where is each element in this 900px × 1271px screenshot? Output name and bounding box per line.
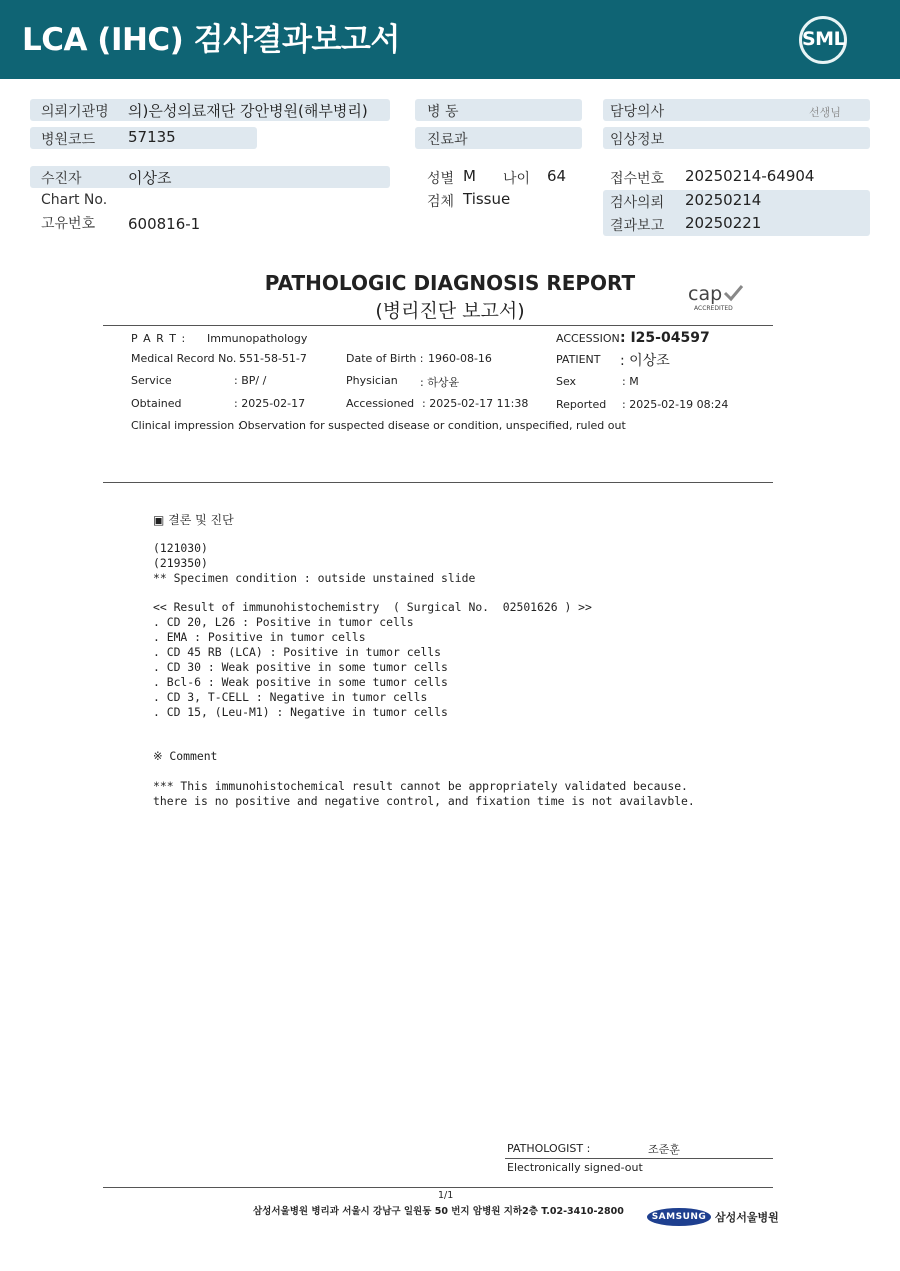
report-sex-label: Sex	[556, 375, 577, 388]
department-label: 진료과	[427, 132, 468, 148]
age-label: 나이	[503, 171, 531, 187]
body-line: . Bcl-6 : Weak positive in some tumor cells	[153, 675, 448, 689]
patient-label: PATIENT	[556, 353, 601, 366]
clinical-impression-value: Observation for suspected disease or condition, unspecified, ruled out	[239, 419, 626, 432]
signed-out-text: Electronically signed-out	[507, 1161, 643, 1174]
unique-no-label: 고유번호	[41, 216, 96, 232]
cap-logo-text: cap	[688, 283, 723, 305]
receipt-no-label: 접수번호	[610, 171, 665, 187]
body-line: (219350)	[153, 556, 208, 570]
hospital-code-value: 57135	[128, 128, 176, 146]
reported-value: : 2025-02-19 08:24	[622, 398, 729, 411]
samsung-logo: SAMSUNG	[647, 1208, 711, 1226]
conclusion-heading: ▣ 결론 및 진단	[153, 513, 234, 527]
result-report-value: 20250221	[685, 214, 762, 232]
body-line: . CD 15, (Leu-M1) : Negative in tumor cells	[153, 705, 448, 719]
accessioned-label: Accessioned	[346, 397, 415, 410]
report-sex-value: : M	[622, 375, 639, 388]
page-number: 1/1	[438, 1190, 454, 1201]
sex-label: 성별	[427, 171, 455, 187]
body-line: << Result of immunohistochemistry ( Surgical No. 02501626 ) >>	[153, 600, 592, 614]
dob-label: Date of Birth :	[346, 352, 424, 365]
footer-divider	[103, 1187, 773, 1188]
body-line: . CD 20, L26 : Positive in tumor cells	[153, 615, 414, 629]
part-value: Immunopathology	[207, 332, 308, 345]
report-header-divider	[103, 325, 773, 326]
report-subtitle: (병리진단 보고서)	[375, 300, 525, 322]
comment-line: there is no positive and negative control, and fixation time is not availavble.	[153, 794, 695, 808]
accessioned-value: : 2025-02-17 11:38	[422, 397, 529, 410]
body-line: . CD 45 RB (LCA) : Positive in tumor cells	[153, 645, 442, 659]
service-label: Service	[131, 374, 172, 387]
body-line: . CD 30 : Weak positive in some tumor cells	[153, 660, 448, 674]
obtained-value: : 2025-02-17	[234, 397, 306, 410]
patient-name-value: 이상조	[128, 169, 172, 187]
comment-line: *** This immunohistochemical result cannot be appropriately validated because.	[153, 779, 688, 793]
report-title: PATHOLOGIC DIAGNOSIS REPORT	[264, 271, 636, 295]
body-line: . CD 3, T-CELL : Negative in tumor cells	[153, 690, 428, 704]
pathologist-label: PATHOLOGIST :	[507, 1142, 591, 1155]
result-report-label: 결과보고	[610, 218, 665, 234]
patient-name-label: 수진자	[41, 171, 82, 187]
body-line: ** Specimen condition : outside unstained slide	[153, 571, 476, 585]
receipt-no-value: 20250214-64904	[685, 167, 815, 185]
pathologist-name: 조준훈	[648, 1143, 680, 1156]
age-value: 64	[547, 167, 567, 185]
physician-value: : 하상윤	[420, 376, 460, 389]
page-title: LCA (IHC) 검사결과보고서	[22, 22, 400, 58]
unique-no-value: 600816-1	[128, 215, 201, 233]
doctor-label: 담당의사	[610, 104, 665, 120]
sex-value: M	[463, 167, 476, 185]
hospital-name: 삼성서울병원	[715, 1211, 779, 1224]
specimen-label: 검체	[427, 194, 455, 210]
report-body-divider	[103, 482, 773, 483]
test-request-label: 검사의뢰	[610, 195, 665, 211]
mrn-value: 551-58-51-7	[239, 352, 307, 365]
sml-logo-text: SML	[802, 28, 846, 50]
cap-accredited-text: ACCREDITED	[694, 305, 733, 312]
specimen-value: Tissue	[463, 190, 511, 208]
patient-value: : 이상조	[620, 353, 670, 369]
clinical-info-label: 임상정보	[610, 132, 665, 148]
requesting-org-value: 의)은성의료재단 강안병원(해부병리)	[128, 102, 368, 120]
reported-label: Reported	[556, 398, 607, 411]
accession-label: ACCESSION	[556, 332, 620, 345]
hospital-code-label: 병원코드	[41, 132, 96, 148]
comment-heading: ※ Comment	[153, 749, 218, 763]
signature-divider	[505, 1158, 773, 1159]
clinical-impression-label: Clinical impression :	[131, 419, 242, 432]
doctor-suffix: 선생님	[809, 106, 841, 119]
accession-value: : I25-04597	[620, 330, 710, 346]
body-line: . EMA : Positive in tumor cells	[153, 630, 366, 644]
chart-no-label: Chart No.	[41, 192, 108, 208]
cap-accredited-logo	[686, 283, 746, 315]
part-label: P A R T :	[131, 332, 187, 345]
footer-address: 삼성서울병원 병리과 서울시 강남구 일원동 50 번지 암병원 지하2층 T.02-3410-2800	[253, 1206, 624, 1217]
sml-logo	[799, 16, 851, 66]
requesting-org-label: 의뢰기관명	[41, 104, 109, 120]
ward-label: 병 동	[427, 104, 459, 120]
cap-check-icon	[722, 283, 744, 303]
dob-value: 1960-08-16	[428, 352, 492, 365]
body-line: (121030)	[153, 541, 208, 555]
obtained-label: Obtained	[131, 397, 182, 410]
patient-name-field	[30, 166, 390, 188]
test-request-value: 20250214	[685, 191, 762, 209]
physician-label: Physician	[346, 374, 398, 387]
mrn-label: Medical Record No. :	[131, 352, 244, 365]
service-value: : BP/ /	[234, 374, 267, 387]
